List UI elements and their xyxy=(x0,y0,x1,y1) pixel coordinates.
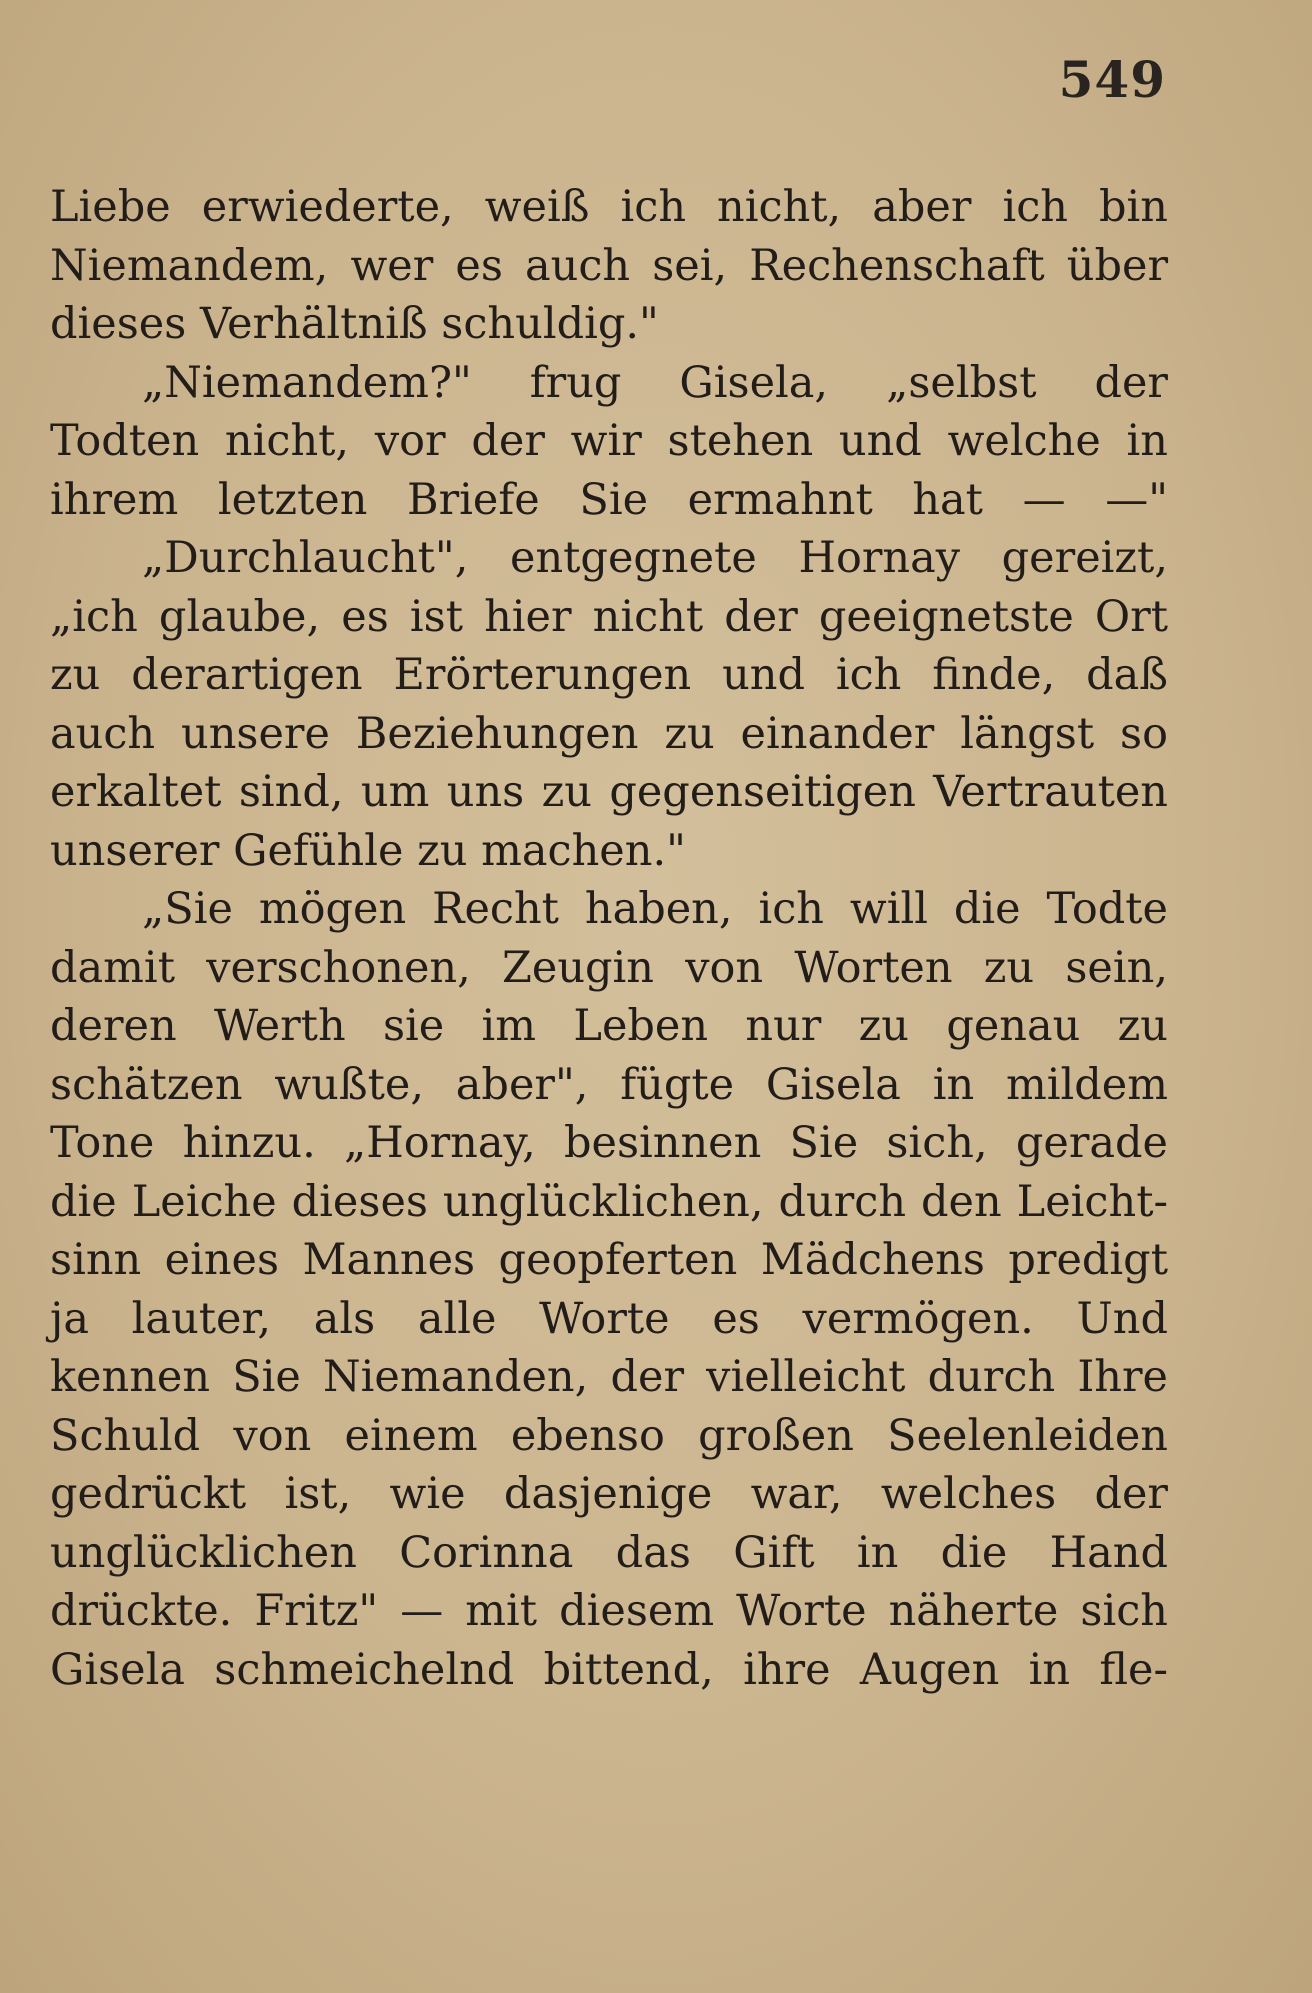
paragraph xyxy=(50,529,1168,880)
text-line: gedrückt ist, wie dasjenige war, welches der xyxy=(50,1469,1168,1519)
text-line: Gisela schmeichelnd bittend, ihre Augen in fle- xyxy=(50,1644,1168,1695)
body-text xyxy=(50,178,1168,1699)
text-line: „Durchlaucht", entgegnete Hornay gereizt, xyxy=(142,533,1168,583)
page-number: 549 xyxy=(1058,50,1166,109)
text-line: drückte. Fritz" — mit diesem Worte näherte sich xyxy=(50,1586,1168,1636)
text-line: die Leiche dieses unglücklichen, durch den Leicht- xyxy=(50,1176,1168,1227)
text-line: sinn eines Mannes geopferten Mädchens predigt xyxy=(50,1235,1168,1285)
text-line: ja lauter, als alle Worte es vermögen. Und xyxy=(50,1293,1168,1344)
paragraph xyxy=(50,354,1168,530)
text-line: „Niemandem?" frug Gisela, „selbst der xyxy=(142,357,1168,408)
paragraph xyxy=(50,880,1168,1699)
text-line: damit verschonen, Zeugin von Worten zu sein, xyxy=(50,942,1168,993)
text-line: Schuld von einem ebenso großen Seelenleiden xyxy=(50,1410,1168,1461)
text-line: dieses Verhältniß schuldig." xyxy=(50,299,659,349)
text-line: unglücklichen Corinna das Gift in die Hand xyxy=(50,1527,1168,1578)
text-line: schätzen wußte, aber", fügte Gisela in mildem xyxy=(50,1059,1168,1110)
text-line: Liebe erwiederte, weiß ich nicht, aber ich bin xyxy=(50,182,1168,232)
paragraph xyxy=(50,178,1168,354)
text-line: ihrem letzten Briefe Sie ermahnt hat — —" xyxy=(50,474,1168,525)
text-line: unserer Gefühle zu machen." xyxy=(50,825,686,876)
text-line: zu derartigen Erörterungen und ich finde, daß xyxy=(50,650,1168,700)
text-line: erkaltet sind, um uns zu gegenseitigen Vertrauten xyxy=(50,767,1168,817)
text-line: auch unsere Beziehungen zu einander längst so xyxy=(50,708,1168,759)
text-line: Todten nicht, vor der wir stehen und welche in xyxy=(50,416,1168,466)
text-line: deren Werth sie im Leben nur zu genau zu xyxy=(50,1001,1168,1051)
text-line: „Sie mögen Recht haben, ich will die Todte xyxy=(142,884,1168,934)
text-line: Niemandem, wer es auch sei, Rechenschaft über xyxy=(50,240,1168,291)
text-line: kennen Sie Niemanden, der vielleicht durch Ihre xyxy=(50,1352,1168,1402)
text-line: Tone hinzu. „Hornay, besinnen Sie sich, gerade xyxy=(50,1118,1168,1168)
text-line: „ich glaube, es ist hier nicht der geeignetste Ort xyxy=(50,591,1168,642)
